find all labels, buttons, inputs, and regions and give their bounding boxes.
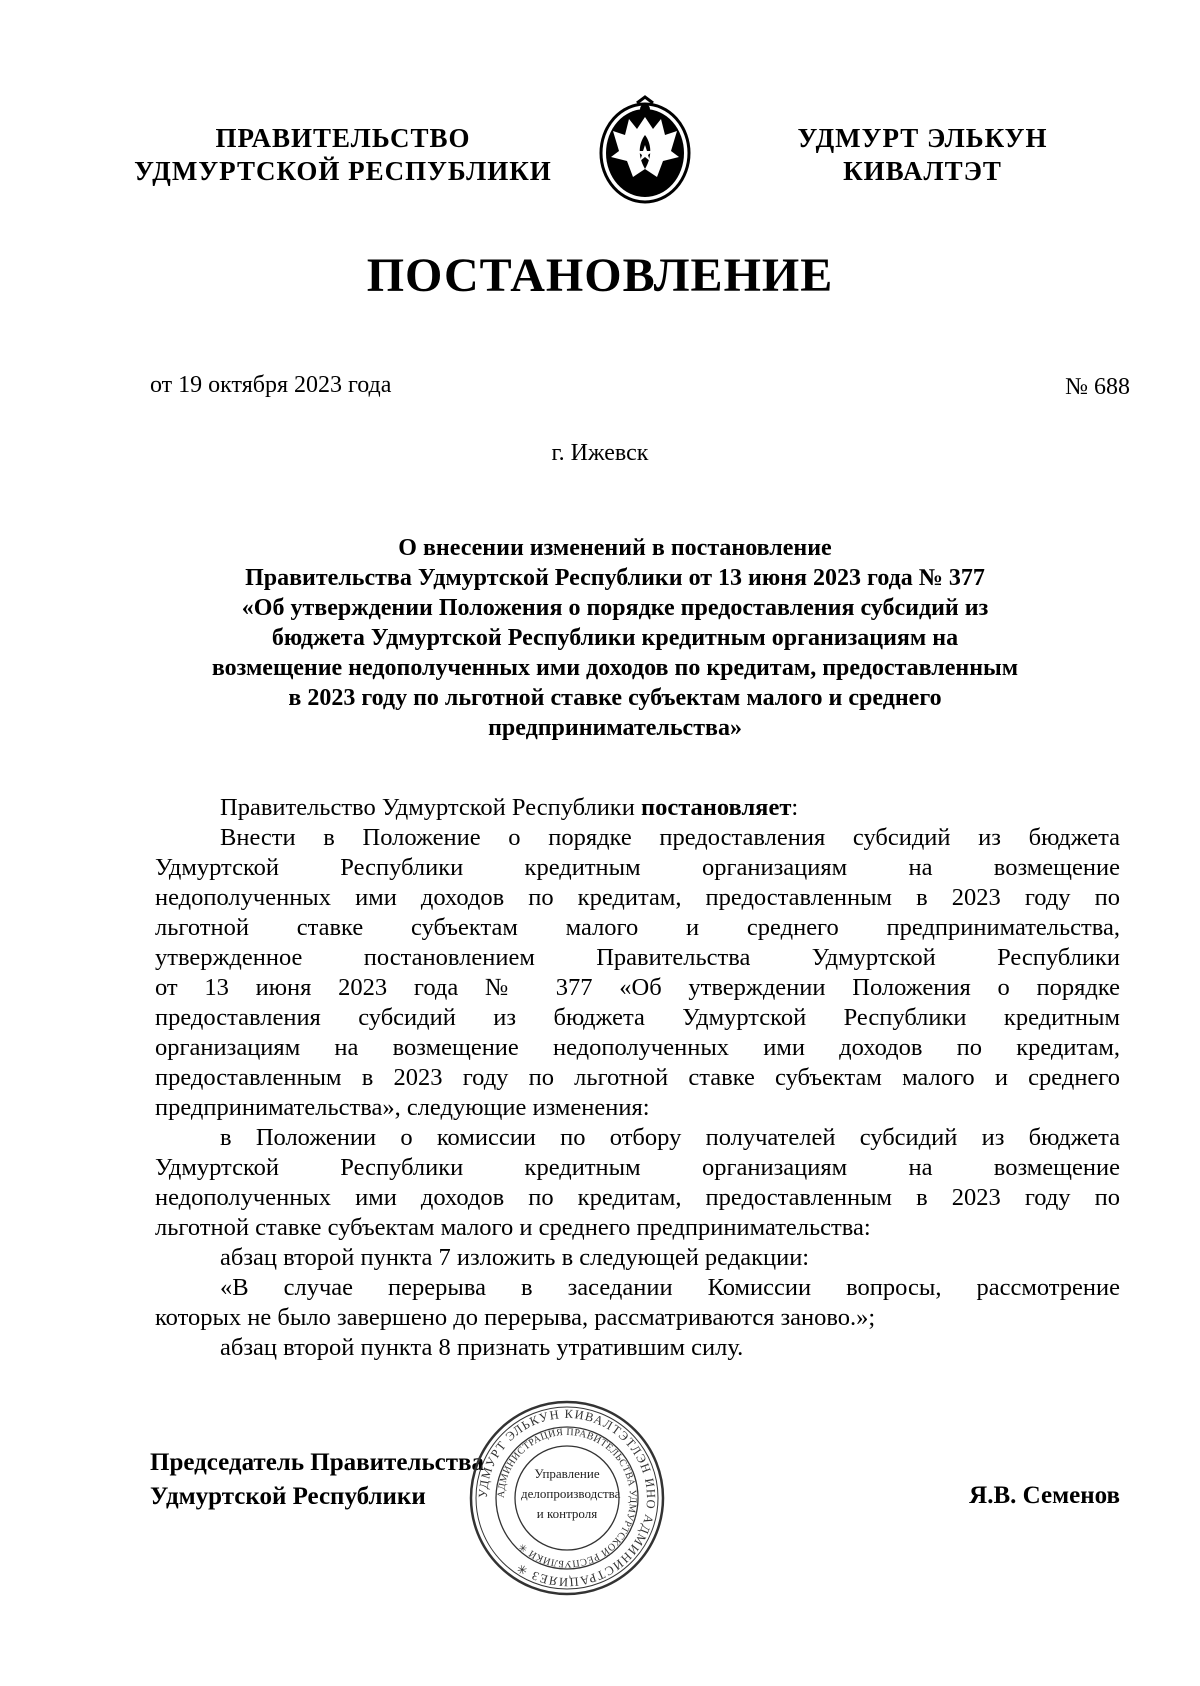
body-line: Внести в Положение о порядке предоставления субсидий из бюджета <box>220 824 1120 851</box>
body-line: которых не было завершено до перерыва, рассматриваются заново.»; <box>155 1304 876 1331</box>
title-line: «Об утверждении Положения о порядке предоставления субсидий из <box>241 595 989 621</box>
stamp-inner-line: Управление <box>534 1466 600 1481</box>
intro-colon: : <box>791 794 799 821</box>
org-name-line: УДМУРТСКОЙ РЕСПУБЛИКИ <box>134 156 552 186</box>
body-line: утвержденное постановлением Правительства Удмуртской Республики <box>155 944 1120 971</box>
stamp-inner-line: делопроизводства <box>521 1486 621 1501</box>
document-body <box>155 793 1120 1363</box>
stamp-inner-text <box>521 1464 621 1524</box>
intro-keyword: постановляет <box>640 794 792 821</box>
body-line: недополученных ими доходов по кредитам, предоставленным в 2023 году по <box>155 1184 1120 1211</box>
document-date: от 19 октября 2023 года <box>150 372 392 398</box>
stamp-inner-line: и контроля <box>536 1506 598 1521</box>
body-line: предоставленным в 2023 году по льготной ставке субъектам малого и среднего <box>155 1064 1120 1091</box>
title-line: О внесении изменений в постановление <box>398 535 832 561</box>
org-name-udmurt <box>770 122 1075 188</box>
signer-position <box>150 1446 484 1514</box>
org-name-line: ПРАВИТЕЛЬСТВО <box>215 123 471 153</box>
body-line: льготной ставке субъектам малого и среднего предпринимательства: <box>155 1214 871 1241</box>
intro-text: Правительство Удмуртской Республики <box>220 794 641 821</box>
stamp-outer-text-path: УДМУРТ ЭЛЬКУН КИВАЛТЭТЛЭН ИНО АДМИНИСТРАЦИЯЕЗ ✳ <box>475 1406 659 1590</box>
body-line: Удмуртской Республики кредитным организациям на возмещение <box>155 1154 1120 1181</box>
udmurt-coat-of-arms-icon <box>597 95 693 205</box>
title-line: Правительства Удмуртской Республики от 13 июня 2023 года № 377 <box>245 565 985 591</box>
stamp-middle-text-path: АДМИНИСТРАЦИЯ ПРАВИТЕЛЬСТВА УДМУРТСКОЙ РЕСПУБЛИКИ ✳ <box>495 1426 639 1570</box>
org-name-line: КИВАЛТЭТ <box>843 156 1002 186</box>
body-line: «В случае перерыва в заседании Комиссии вопросы, рассмотрение <box>220 1274 1120 1301</box>
org-name-line: УДМУРТ ЭЛЬКУН <box>797 123 1048 153</box>
body-line: недополученных ими доходов по кредитам, предоставленным в 2023 году по <box>155 884 1120 911</box>
signer-position-line: Удмуртской Республики <box>150 1483 426 1510</box>
document-number: № 688 <box>1065 374 1130 400</box>
body-line: от 13 июня 2023 года № 377 «Об утверждении Положения о порядке <box>155 974 1120 1001</box>
body-line: организациям на возмещение недополученных ими доходов по кредитам, <box>155 1034 1120 1061</box>
document-type-heading: ПОСТАНОВЛЕНИЕ <box>366 249 834 302</box>
body-line: абзац второй пункта 8 признать утратившим силу. <box>220 1334 744 1361</box>
signer-name: Я.В. Семенов <box>969 1482 1120 1509</box>
body-line: Удмуртской Республики кредитным организациям на возмещение <box>155 854 1120 881</box>
document-title <box>120 533 1110 743</box>
body-line: абзац второй пункта 7 изложить в следующей редакции: <box>220 1244 810 1271</box>
document-city: г. Ижевск <box>551 440 649 466</box>
title-line: в 2023 году по льготной ставке субъектам малого и среднего <box>288 685 942 711</box>
signer-position-line: Председатель Правительства <box>150 1449 485 1476</box>
title-line: возмещение недополученных ими доходов по кредитам, предоставленным <box>211 655 1019 681</box>
resolution-intro <box>155 793 1120 823</box>
title-line: бюджета Удмуртской Республики кредитным организациям на <box>271 625 959 651</box>
body-line: льготной ставке субъектам малого и среднего предпринимательства, <box>155 914 1120 941</box>
body-line: в Положении о комиссии по отбору получателей субсидий из бюджета <box>220 1124 1120 1151</box>
body-line: предпринимательства», следующие изменения: <box>155 1094 650 1121</box>
org-name-russian <box>118 122 568 188</box>
title-line: предпринимательства» <box>488 715 742 741</box>
body-line: предоставления субсидий из бюджета Удмуртской Республики кредитным <box>155 1004 1120 1031</box>
